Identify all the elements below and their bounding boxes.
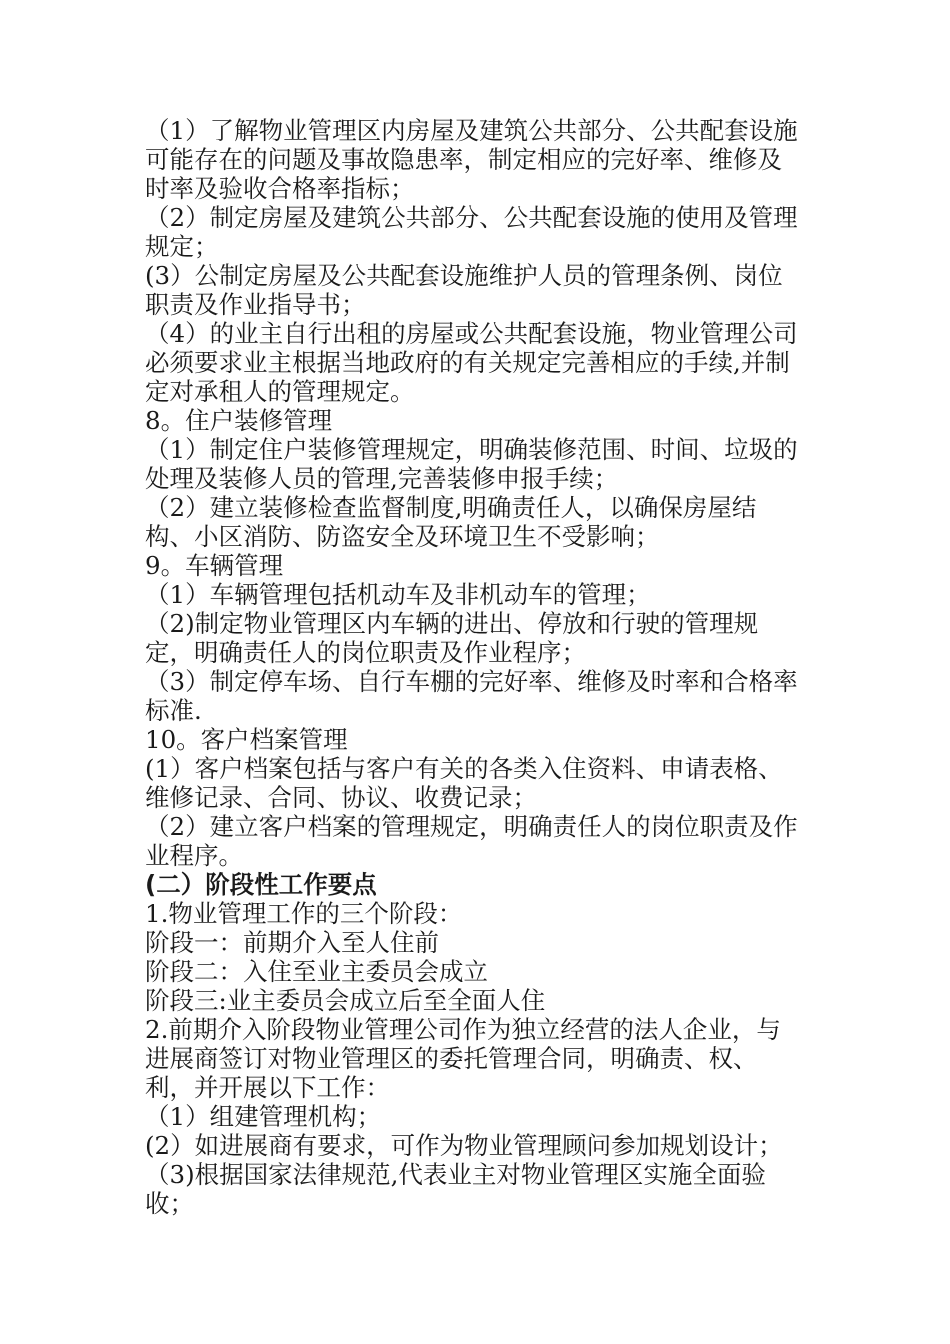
paragraph-facility-4: （4）的业主自行出租的房屋或公共配套设施，物业管理公司必须要求业主根据当地政府的有关规定完善相应的手续,并制定对承租人的管理规定。 xyxy=(145,319,798,406)
paragraph-renovation-2: （2）建立装修检查监督制度,明确责任人，以确保房屋结构、小区消防、防盗安全及环境卫生不受影响； xyxy=(145,493,757,551)
paragraph-facility-3: (3）公制定房屋及公共配套设施维护人员的管理条例、岗位职责及作业指导书； xyxy=(145,261,783,319)
paragraph-vehicles-3: （3）制定停车场、自行车棚的完好率、维修及时率和合格率标准. xyxy=(145,667,798,725)
paragraph-stage-three: 阶段三:业主委员会成立后至全面人住 xyxy=(145,986,546,1015)
paragraph-renovation-1: （1）制定住户装修管理规定，明确装修范围、时间、垃圾的处理及装修人员的管理,完善装修申报手续； xyxy=(145,435,798,493)
paragraph-early-intervention: 2.前期介入阶段物业管理公司作为独立经营的法人企业，与进展商签订对物业管理区的委托管理合同，明确责、权、利，并开展以下工作： xyxy=(145,1015,781,1102)
paragraph-facility-1: （1）了解物业管理区内房屋及建筑公共部分、公共配套设施可能存在的问题及事故隐患率，制定相应的完好率、维修及时率及验收合格率指标； xyxy=(145,116,798,203)
paragraph-archives-2: （2）建立客户档案的管理规定，明确责任人的岗位职责及作业程序。 xyxy=(145,812,798,870)
section-heading-stage-work: (二）阶段性工作要点 xyxy=(145,870,377,899)
paragraph-early-3: （3)根据国家法律规范,代表业主对物业管理区实施全面验收； xyxy=(145,1160,766,1218)
paragraph-facility-2: （2）制定房屋及建筑公共部分、公共配套设施的使用及管理规定； xyxy=(145,203,798,261)
paragraph-stage-two: 阶段二：入住至业主委员会成立 xyxy=(145,957,488,986)
paragraph-early-2: (2）如进展商有要求，可作为物业管理顾问参加规划设计； xyxy=(145,1131,783,1160)
section-heading-archives: 10。客户档案管理 xyxy=(145,725,348,754)
paragraph-stage-one: 阶段一：前期介入至人住前 xyxy=(145,928,439,957)
paragraph-archives-1: (1）客户档案包括与客户有关的各类入住资料、申请表格、维修记录、合同、协议、收费记录； xyxy=(145,754,783,812)
paragraph-early-1: （1）组建管理机构； xyxy=(145,1102,382,1131)
paragraph-three-stages: 1.物业管理工作的三个阶段： xyxy=(145,899,463,928)
paragraph-vehicles-2: （2)制定物业管理区内车辆的进出、停放和行驶的管理规定，明确责任人的岗位职责及作业程序； xyxy=(145,609,759,667)
document-page xyxy=(145,116,805,1218)
section-heading-vehicles: 9。车辆管理 xyxy=(145,551,284,580)
paragraph-vehicles-1: （1）车辆管理包括机动车及非机动车的管理； xyxy=(145,580,651,609)
section-heading-renovation: 8。住户装修管理 xyxy=(145,406,333,435)
